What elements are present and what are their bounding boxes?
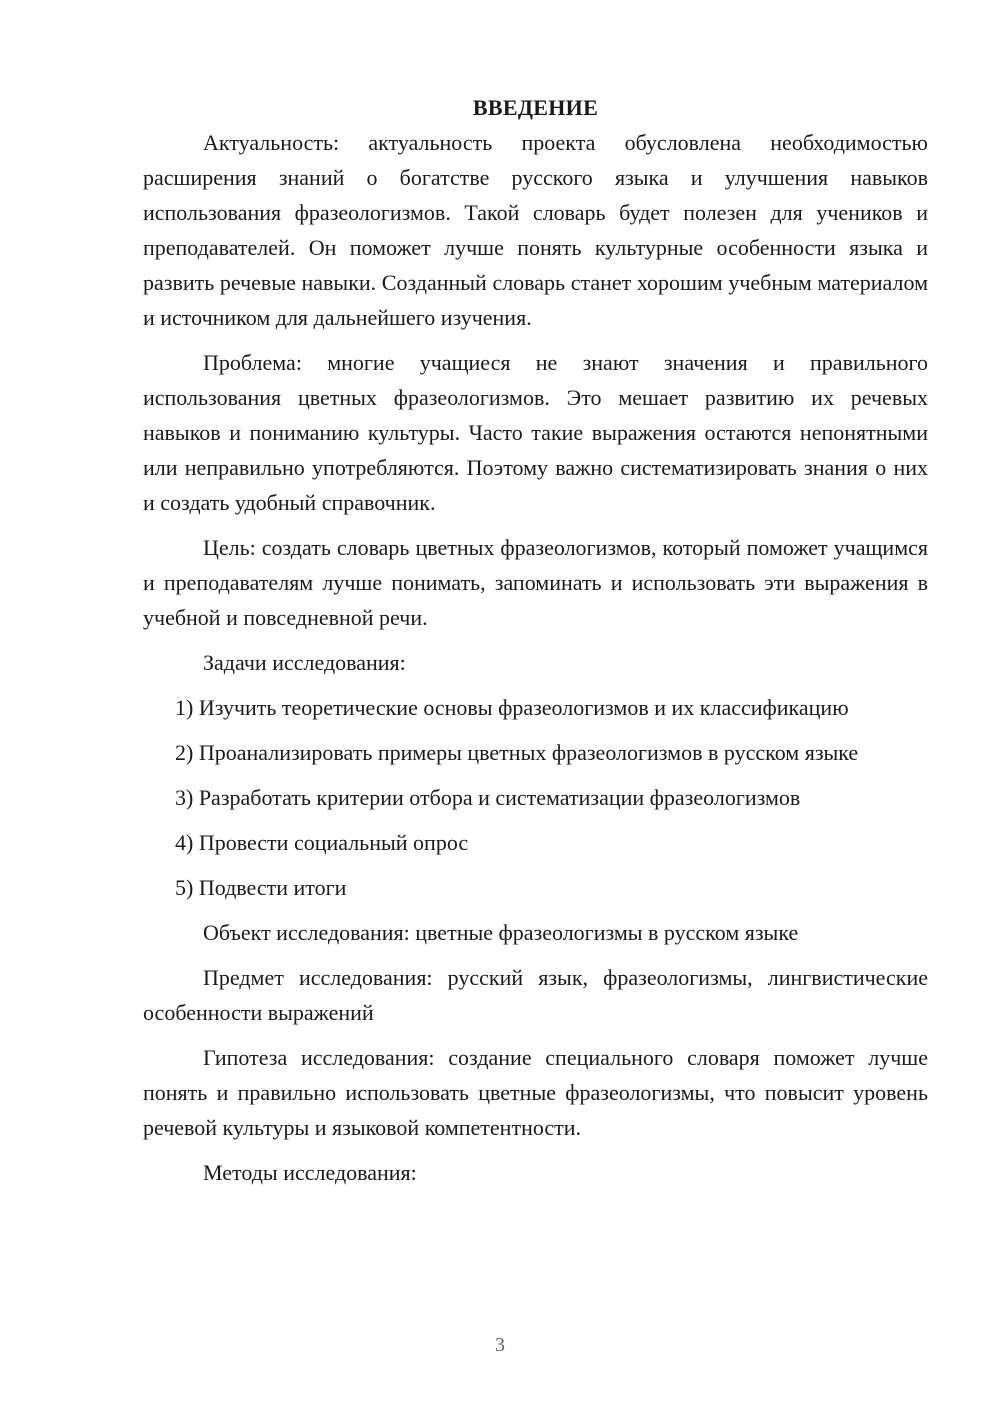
paragraph-relevance: Актуальность: актуальность проекта обусловлена необходимостью расширения знаний о богатстве русского языка и улучшения навыков использования фразеологизмов. Такой словарь будет полезен для учеников и преподавателей. Он поможет лучше понять культурные особенности языка и развить речевые навыки. Созданный словарь станет хорошим учебным материалом и источником для дальнейшего изучения. — [143, 130, 928, 330]
task-item-1: 1) Изучить теоретические основы фразеологизмов и их классификацию — [175, 695, 849, 720]
document-page — [143, 90, 928, 1200]
task-item-2: 2) Проанализировать примеры цветных фразеологизмов в русском языке — [175, 740, 859, 765]
page-title: ВВЕДЕНИЕ — [472, 95, 599, 120]
paragraph-subject: Предмет исследования: русский язык, фразеологизмы, лингвистические особенности выражений — [143, 965, 928, 1025]
page-number: 3 — [495, 1334, 505, 1356]
paragraph-goal: Цель: создать словарь цветных фразеологизмов, который поможет учащимся и преподавателям лучше понимать, запоминать и использовать эти выражения в учебной и повседневной речи. — [143, 535, 928, 630]
task-item-5: 5) Подвести итоги — [175, 875, 347, 900]
paragraph-problem: Проблема: многие учащиеся не знают значения и правильного использования цветных фразеологизмов. Это мешает развитию их речевых навыков и пониманию культуры. Часто такие выражения остаются непонятными или неправильно употребляются. Поэтому важно систематизировать знания о них и создать удобный справочник. — [143, 350, 928, 515]
methods-heading: Методы исследования: — [203, 1160, 417, 1185]
paragraph-object: Объект исследования: цветные фразеологизмы в русском языке — [203, 920, 799, 945]
tasks-heading: Задачи исследования: — [203, 650, 406, 675]
paragraph-hypothesis: Гипотеза исследования: создание специального словаря поможет лучше понять и правильно использовать цветные фразеологизмы, что повысит уровень речевой культуры и языковой компетентности. — [143, 1045, 928, 1140]
task-item-3: 3) Разработать критерии отбора и систематизации фразеологизмов — [175, 785, 801, 810]
task-item-4: 4) Провести социальный опрос — [175, 830, 469, 855]
